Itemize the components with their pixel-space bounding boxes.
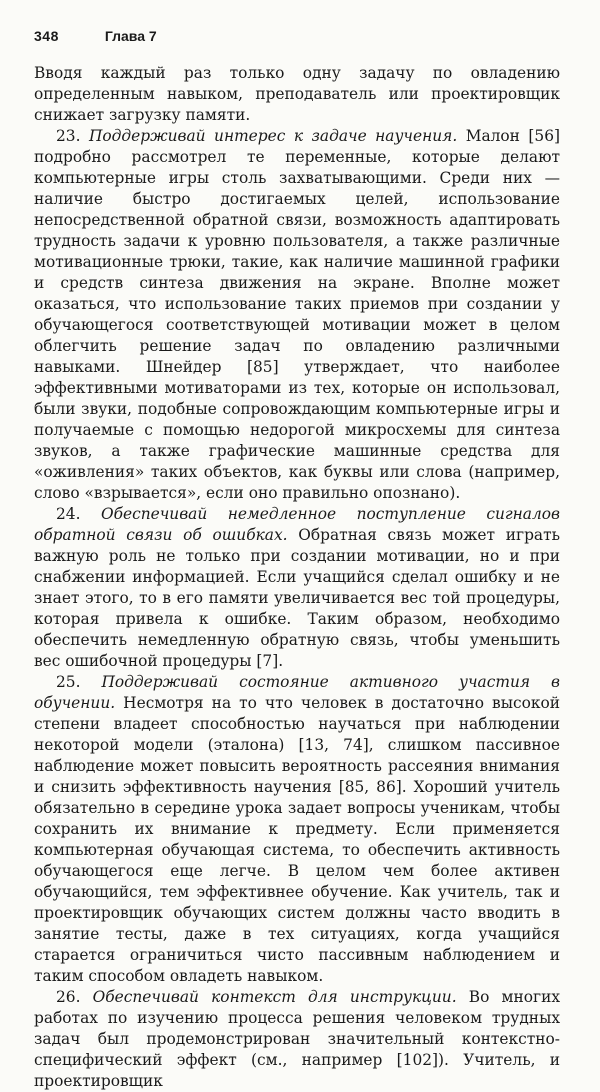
paragraph-number: 26.	[56, 988, 93, 1006]
paragraph-25	[34, 672, 560, 987]
chapter-title: Глава 7	[104, 28, 157, 44]
paragraph-number: 24.	[56, 505, 101, 523]
paragraph-title: Поддерживай состояние активного участия в обучении.	[34, 673, 560, 712]
running-header	[34, 28, 560, 49]
paragraph-number: 25.	[56, 673, 102, 691]
paragraph-number: 23.	[56, 127, 89, 145]
paragraph-memory-load	[34, 63, 560, 126]
page-number: 348	[34, 28, 59, 44]
paragraph-title: Обеспечивай контекст для инструкции.	[92, 988, 457, 1006]
paragraph-26	[34, 987, 560, 1092]
paragraph-body: Малон [56] подробно рассмотрел те переменные, которые делают компьютерные игры столь захватывающими. Среди них — наличие быстро достигаемых целей, использование непосредственной обратной связи, возможность адаптировать трудность задачи к уровню пользователя, а также различные мотивационные трюки, такие, как наличие машинной графики и средств синтеза движения на экране. Вполне может оказаться, что использование таких приемов при создании у обучающегося соответствующей мотивации может в целом облегчить решение задач по овладению различными навыками. Шнейдер [85] утверждает, что наиболее эффективными мотиваторами из тех, которые он использовал, были звуки, подобные сопровождающим компьютерные игры и получаемые с помощью недорогой микросхемы для синтеза звуков, а также графические машинные средства для «оживления» таких объектов, как буквы или слова (например, слово «взрывается», если оно правильно опознано).	[34, 127, 560, 502]
paragraph-title: Обеспечивай немедленное поступление сигналов обратной связи об ошибках.	[34, 505, 561, 544]
body-text	[34, 63, 560, 1092]
paragraph-title: Поддерживай интерес к задаче научения.	[88, 127, 458, 145]
paragraph-23	[34, 126, 560, 504]
paragraph-24	[34, 504, 560, 672]
paragraph-body: Вводя каждый раз только одну задачу по овладению определенным навыком, преподаватель или проектировщик снижает загрузку памяти.	[34, 64, 560, 124]
paragraph-body: Несмотря на то что человек в достаточно высокой степени владеет способностью научаться при наблюдении некоторой модели (эталона) [13, 74], слишком пассивное наблюдение может повысить вероятность рассеяния внимания и снизить эффективность научения [85, 86]. Хороший учитель обязательно в середине урока задает вопросы ученикам, чтобы сохранить их внимание к предмету. Если применяется компьютерная обучающая система, то обеспечить активность обучающегося еще легче. В целом чем более активен обучающийся, тем эффективнее обучение. Как учитель, так и проектировщик обучающих систем должны часто вводить в занятие тесты, даже в тех ситуациях, когда учащийся старается ограничиться чисто пассивным наблюдением и таким способом овладеть навыком.	[34, 694, 560, 985]
paragraph-body: Во многих работах по изучению процесса решения человеком трудных задач был продемонстрирован значительный контекстно-специфический эффект (см., например [102]). Учитель, и проектировщик	[34, 988, 561, 1090]
paragraph-body: Обратная связь может играть важную роль не только при создании мотивации, но и при снабжении информацией. Если учащийся сделал ошибку и не знает этого, то в его памяти увеличивается вес той процедуры, которая привела к ошибке. Таким образом, необходимо обеспечить немедленную обратную связь, чтобы уменьшить вес ошибочной процедуры [7].	[34, 526, 560, 670]
